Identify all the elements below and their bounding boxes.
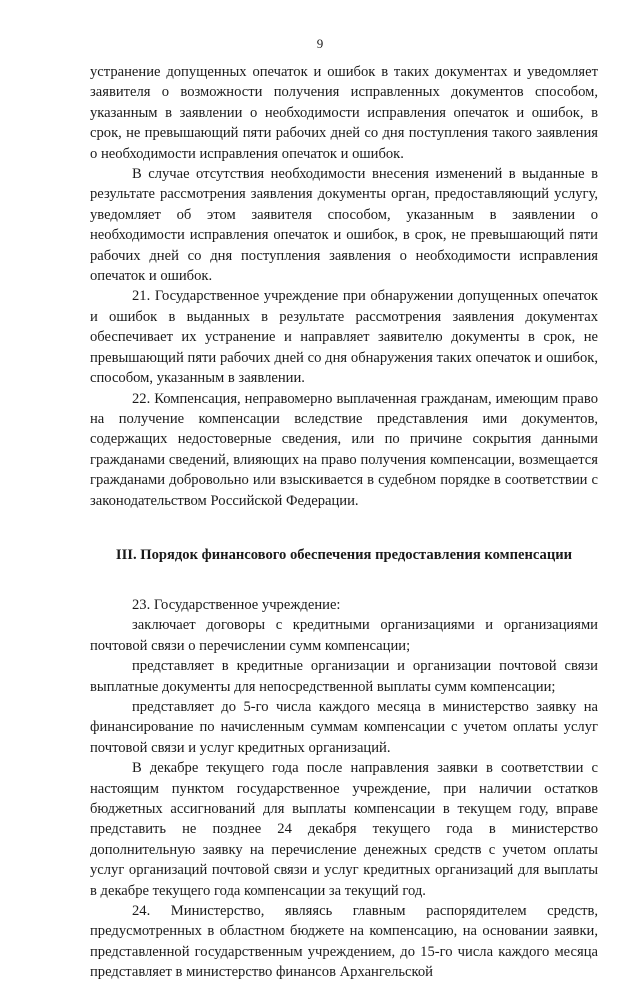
document-body: [90, 62, 598, 983]
paragraph: В декабре текущего года после направления заявки в соответствии с настоящим пунктом государственное учреждение, при наличии остатков бюджетных ассигнований для выплаты компенсации в текущем году, вправе представить не позднее 24 декабря текущего года в министерство дополнительную заявку на перечисление денежных средств с учетом оплаты услуг организаций почтовой связи и услуг кредитных организаций для выплаты в декабре текущего года компенсации за текущий год.: [90, 760, 598, 899]
paragraph-item-22: 22. Компенсация, неправомерно выплаченная гражданам, имеющим право на получение компенсации вследствие представления ими документов, содержащих недостоверные сведения, или по причине сокрытия данными гражданами сведений, влияющих на право получения компенсации, возмещается гражданами добровольно или взыскивается в судебном порядке в соответствии с законодательством Российской Федерации.: [90, 390, 598, 509]
paragraph-item-21: 21. Государственное учреждение при обнаружении допущенных опечаток и ошибок в выданных в результате рассмотрения заявления документах обеспечивает их устранение и направляет заявителю документы в срок, не превышающий пяти рабочих дней со дня обнаружения таких опечаток и ошибок, способом, указанным в заявлении.: [90, 288, 598, 387]
paragraph-item-24: 24. Министерство, являясь главным распорядителем средств, предусмотренных в областном бюджете на компенсацию, на основании заявки, представленной государственным учреждением, до 15-го числа каждого месяца представляет в министерство финансов Архангельской: [90, 903, 598, 981]
paragraph: представляет до 5-го числа каждого месяца в министерство заявку на финансирование по начисленным суммам компенсации с учетом оплаты услуг почтовой связи и услуг кредитных организаций.: [90, 698, 598, 756]
paragraph-continuation: устранение допущенных опечаток и ошибок в таких документах и уведомляет заявителя о возможности получения исправленных документов способом, указанным в заявлении о необходимости исправления опечаток и ошибок, в срок, не превышающий пяти рабочих дней со дня поступления такого заявления о необходимости исправления опечаток и ошибок.: [90, 64, 598, 162]
paragraph-item-23: 23. Государственное учреждение:: [132, 596, 341, 613]
paragraph: В случае отсутствия необходимости внесения изменений в выданные в результате рассмотрения заявления документы орган, предоставляющий услугу, уведомляет об этом заявителя способом, указанным в заявлении о необходимости исправления опечаток и ошибок, в срок, не превышающий пяти рабочих дней со дня поступления заявления о необходимости исправления опечаток и ошибок.: [90, 166, 598, 285]
section-heading: III. Порядок финансового обеспечения предоставления компенсации: [115, 546, 573, 563]
paragraph: представляет в кредитные организации и организации почтовой связи выплатные документы для непосредственной выплаты сумм компенсации;: [90, 658, 598, 695]
paragraph: заключает договоры с кредитными организациями и организациями почтовой связи о перечислении сумм компенсации;: [90, 617, 598, 654]
page-number: 9: [316, 36, 324, 51]
